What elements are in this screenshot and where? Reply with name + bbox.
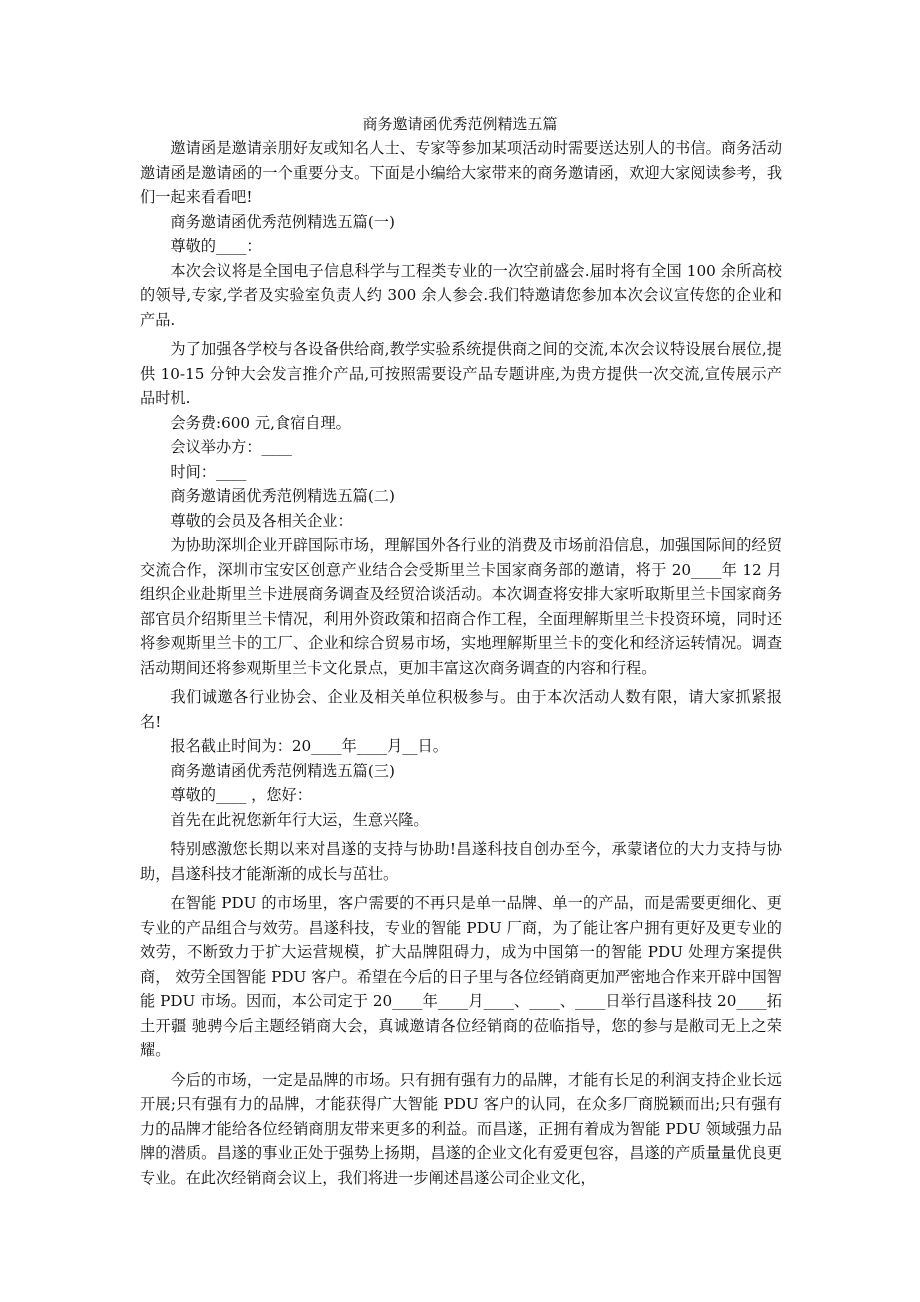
deadline-line: 报名截止时间为：20____年____月__日。	[170, 737, 448, 755]
salutation-2: 尊敬的会员及各相关企业：	[170, 511, 353, 530]
paragraph: 今后的市场，一定是品牌的市场。只有拥有强有力的品牌，才能有长足的利润支持企业长远开展;只有强有力的品牌，才能获得广大智能 PDU 客户的认同，在众多厂商脱颖而出;只有强有力的品牌才能给各位经销商朋友带来更多的利益。而昌遂，正拥有着成为智能 PDU 领域强力品牌的潜质。昌遂的事业正处于强势上扬期，昌遂的企业文化有爱更包容，昌遂的产质量量优良更专业。在此次经销商会议上，我们将进一步阐述昌遂公司企业文化，	[140, 1070, 782, 1187]
greeting-line: 首先在此祝您新年行大运，生意兴隆。	[170, 810, 429, 829]
paragraph: 为了加强各学校与各设备供给商,教学实验系统提供商之间的交流,本次会议特设展台展位,提供 10-15 分钟大会发言推介产品,可按照需要设产品专题讲座,为贵方提供一次交流,宣传展示产品时机.	[140, 340, 782, 407]
paragraph: 本次会议将是全国电子信息科学与工程类专业的一次空前盛会.届时将有全国 100 余所高校的领导,专家,学者及实验室负责人约 300 余人参会.我们特邀请您参加本次会议宣传您的企业和产品.	[140, 261, 782, 329]
section-heading-1: 商务邀请函优秀范例精选五篇(一)	[170, 212, 395, 231]
salutation-1: 尊敬的____：	[170, 237, 262, 255]
paragraph: 特别感激您长期以来对昌遂的支持与协助!昌遂科技自创办至今，承蒙诸位的大力支持与协助，昌遂科技才能渐渐的成长与茁壮。	[140, 840, 782, 883]
paragraph-intro: 邀请函是邀请亲朋好友或知名人士、专家等参加某项活动时需要送达别人的书信。商务活动邀请函是邀请函的一个重要分支。下面是小编给大家带来的商务邀请函，欢迎大家阅读参考，我们一起来看看吧!	[140, 139, 782, 206]
paragraph: 为协助深圳企业开辟国际市场，理解国外各行业的消费及市场前沿信息，加强国际间的经贸交流合作，深圳市宝安区创意产业结合会受斯里兰卡国家商务部的邀请，将于 20____年 12 月组织企业赴斯里兰卡进展商务调查及经贸洽谈活动。本次调查将安排大家听取斯里兰卡国家商务部官员介绍斯里兰卡情况，利用外资政策和招商合作工程，全面理解斯里兰卡投资环境，同时还将参观斯里兰卡的工厂、企业和综合贸易市场，实地理解斯里兰卡的变化和经济运转情况。调查活动期间还将参观斯里兰卡文化景点，更加丰富这次商务调查的内容和行程。	[140, 536, 782, 677]
salutation-3: 尊敬的____ ，您好：	[170, 786, 312, 804]
paragraph: 我们诚邀各行业协会、企业及相关单位积极参与。由于本次活动人数有限，请大家抓紧报名!	[140, 688, 782, 731]
document-body	[140, 136, 782, 1190]
section-heading-3: 商务邀请函优秀范例精选五篇(三)	[170, 761, 395, 780]
organizer-line: 会议举办方：____	[170, 438, 292, 456]
fee-line: 会务费:600 元,食宿自理。	[170, 413, 351, 432]
time-line: 时间：____	[170, 462, 247, 481]
paragraph: 在智能 PDU 的市场里，客户需要的不再只是单一品牌、单一的产品，而是需要更细化、更专业的产品组合与效劳。昌遂科技，专业的智能 PDU 厂商，为了能让客户拥有更好及更专业的效劳，不断致力于扩大运营规模，扩大品牌阻碍力，成为中国第一的智能 PDU 处理方案提供商， 效劳全国智能 PDU 客户。希望在今后的日子里与各位经销商更加严密地合作来开辟中国智能 PDU 市场。因而，本公司定于 20____年____月____、____、____日举行昌遂科技 20____拓土开疆 驰骋今后主题经销商大会，真诚邀请各位经销商的莅临指导，您的参与是敝司无上之荣耀。	[140, 894, 782, 1059]
section-heading-2: 商务邀请函优秀范例精选五篇(二)	[170, 487, 395, 505]
document-title: 商务邀请函优秀范例精选五篇	[362, 115, 558, 133]
